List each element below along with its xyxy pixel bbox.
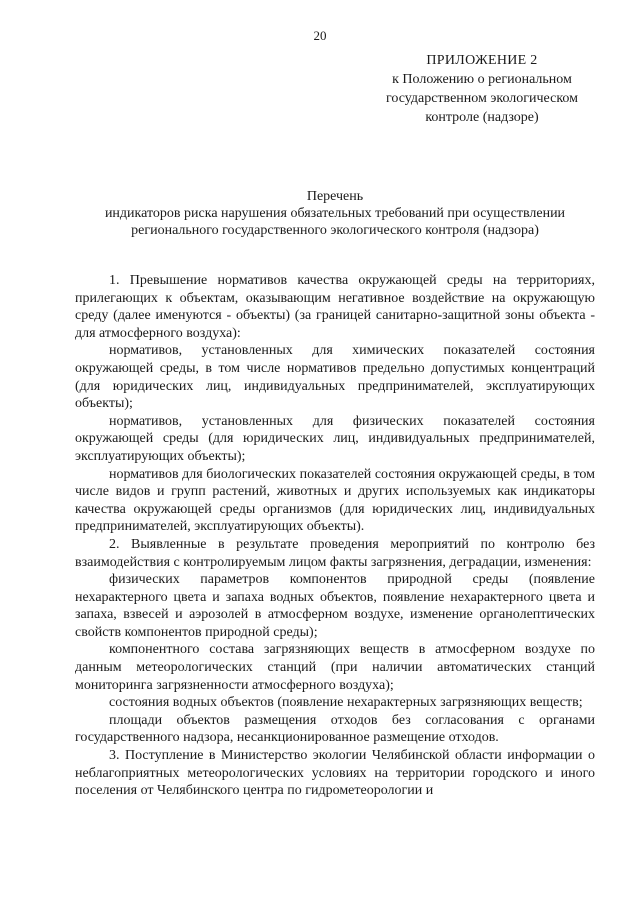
paragraph: нормативов для биологических показателей состояния окружающей среды, в том числе видов и групп растений, животных и других используемых как индикаторы качества окружающей среды организмов (для юридических лиц, индивидуальных предпринимателей, эксплуатирующих объекты).	[75, 466, 595, 535]
paragraph: компонентного состава загрязняющих веществ в атмосферном воздухе по данным метеорологических станций (при наличии автоматических станций мониторинга загрязненности атмосферного воздуха);	[75, 642, 595, 693]
paragraph: 2. Выявленные в результате проведения мероприятий по контролю без взаимодействия с контролируемым лицом факты загрязнения, деградации, изменения:	[75, 536, 595, 570]
document-body	[75, 272, 595, 800]
heading-subtitle-line: регионального государственного экологического контроля (надзора)	[131, 223, 539, 238]
paragraph: площади объектов размещения отходов без согласования с органами государственного надзора, несанкционированное размещение отходов.	[75, 712, 595, 746]
appendix-line: контроле (надзоре)	[425, 110, 539, 125]
heading-subtitle-line: индикаторов риска нарушения обязательных требований при осуществлении	[104, 206, 566, 221]
paragraph: состояния водных объектов (появление нехарактерных загрязняющих веществ;	[109, 695, 583, 711]
appendix-header	[360, 51, 604, 127]
paragraph: физических параметров компонентов природной среды (появление нехарактерного цвета и запаха водных объектов, появление нехарактерного цвета и запаха, взвесей и аэрозолей в атмосферном воздухе, изменение органолептических свойств компонентов природной среды);	[75, 572, 595, 640]
appendix-title: ПРИЛОЖЕНИЕ 2	[426, 53, 538, 68]
appendix-line: государственном экологическом	[385, 91, 578, 106]
page-number: 20	[313, 28, 327, 43]
appendix-line: к Положению о региональном	[392, 72, 572, 87]
paragraph: 1. Превышение нормативов качества окружающей среды на территориях, прилегающих к объектам, оказывающим негативное воздействие на окружающую среду (далее именуются - объекты) (за границей санитарно-защитной зоны объекта - для атмосферного воздуха):	[75, 273, 595, 341]
paragraph: нормативов, установленных для физических показателей состояния окружающей среды (для юридических лиц, индивидуальных предпринимателей, эксплуатирующих объекты);	[75, 413, 595, 464]
paragraph: 3. Поступление в Министерство экологии Челябинской области информации о неблагоприятных метеорологических условиях на территории городского и иного поселения от Челябинского центра по гидрометеорологии и	[75, 748, 595, 799]
paragraph: нормативов, установленных для химических показателей состояния окружающей среды, в том числе нормативов предельно допустимых концентраций (для юридических лиц, индивидуальных предпринимателей, эксплуатирующих объекты);	[75, 343, 595, 412]
document-heading	[60, 188, 610, 239]
heading-title: Перечень	[306, 189, 364, 204]
